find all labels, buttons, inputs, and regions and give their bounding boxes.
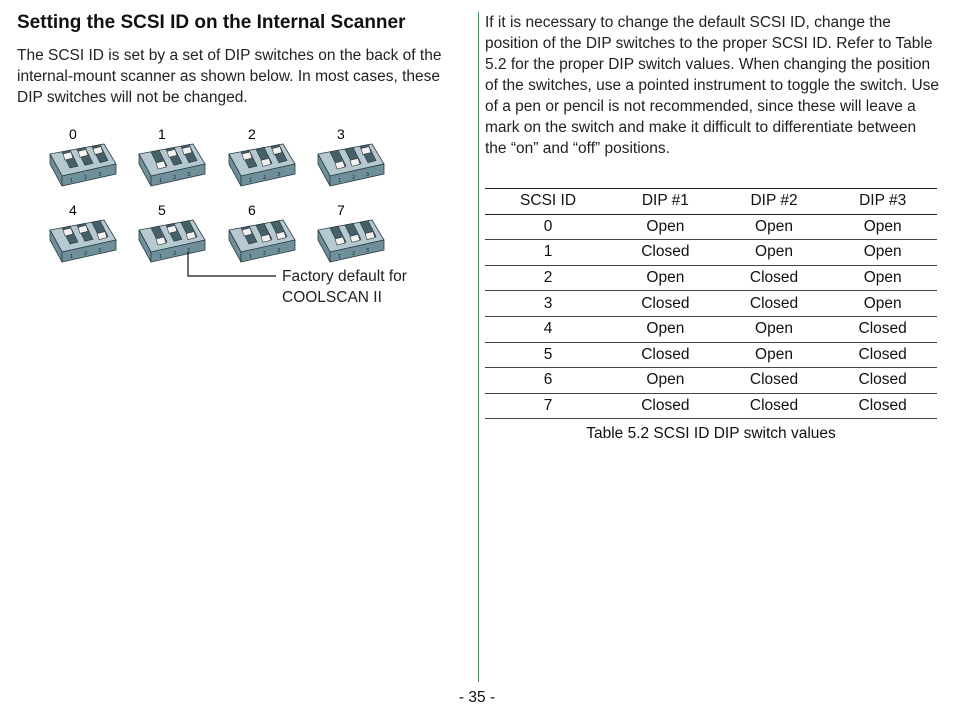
header-dip-3: DIP #3: [828, 189, 937, 215]
cell: Open: [828, 214, 937, 240]
dip-switch-label: 1: [158, 126, 166, 142]
dip-switch-label: 5: [158, 202, 166, 218]
table-header-row: [485, 189, 937, 215]
svg-text:3: 3: [187, 172, 191, 178]
svg-text:3: 3: [277, 172, 281, 178]
table-row: [485, 316, 937, 342]
cell: Closed: [720, 393, 829, 419]
dip-switch-label: 6: [248, 202, 256, 218]
table-caption: Table 5.2 SCSI ID DIP switch values: [586, 425, 836, 442]
section-heading: Setting the SCSI ID on the Internal Scanner: [17, 12, 406, 33]
svg-text:2: 2: [173, 175, 177, 181]
cell: 3: [485, 291, 611, 317]
cell: 7: [485, 393, 611, 419]
cell: 6: [485, 368, 611, 394]
table-row: [485, 368, 937, 394]
svg-text:1: 1: [159, 178, 163, 184]
svg-text:1: 1: [70, 178, 74, 184]
svg-text:2: 2: [352, 251, 356, 257]
header-dip-2: DIP #2: [720, 189, 829, 215]
page-number: - 35 -: [458, 689, 496, 706]
cell: Open: [611, 316, 720, 342]
cell: Closed: [720, 291, 829, 317]
cell: Open: [828, 265, 937, 291]
table-row: [485, 393, 937, 419]
cell: 0: [485, 214, 611, 240]
cell: Closed: [611, 393, 720, 419]
header-scsi-id: SCSI ID: [485, 189, 611, 215]
svg-text:2: 2: [263, 175, 267, 181]
cell: Open: [611, 214, 720, 240]
cell: Open: [720, 316, 829, 342]
cell: 1: [485, 240, 611, 266]
cell: 4: [485, 316, 611, 342]
header-dip-1: DIP #1: [611, 189, 720, 215]
table-row: [485, 342, 937, 368]
svg-text:3: 3: [187, 248, 191, 254]
svg-text:1: 1: [70, 254, 74, 260]
svg-text:1: 1: [249, 254, 253, 260]
cell: 5: [485, 342, 611, 368]
column-divider: [478, 12, 479, 682]
svg-text:2: 2: [352, 175, 356, 181]
cell: Closed: [828, 316, 937, 342]
cell: Open: [611, 368, 720, 394]
cell: Open: [720, 240, 829, 266]
cell: Open: [828, 291, 937, 317]
cell: Closed: [611, 342, 720, 368]
svg-text:3: 3: [277, 248, 281, 254]
cell: Closed: [828, 393, 937, 419]
cell: Closed: [720, 265, 829, 291]
cell: Closed: [611, 291, 720, 317]
svg-text:2: 2: [84, 251, 88, 257]
cell: Open: [720, 214, 829, 240]
cell: Closed: [828, 368, 937, 394]
table-row: [485, 265, 937, 291]
dip-switch-label: 0: [69, 126, 77, 142]
svg-text:2: 2: [173, 251, 177, 257]
svg-text:2: 2: [84, 175, 88, 181]
cell: Open: [611, 265, 720, 291]
table-row: [485, 240, 937, 266]
dip-switch-label: 7: [337, 202, 345, 218]
svg-text:3: 3: [366, 172, 370, 178]
cell: Closed: [828, 342, 937, 368]
svg-text:2: 2: [263, 251, 267, 257]
intro-paragraph: The SCSI ID is set by a set of DIP switches on the back of the internal-mount scanner as shown below. In most cases, these DIP switches will not be changed.: [17, 47, 442, 106]
svg-text:3: 3: [366, 248, 370, 254]
svg-text:3: 3: [98, 248, 102, 254]
cell: 2: [485, 265, 611, 291]
table-row: [485, 214, 937, 240]
dip-switch-label: 2: [248, 126, 256, 142]
svg-text:1: 1: [249, 178, 253, 184]
cell: Open: [720, 342, 829, 368]
table-row: [485, 291, 937, 317]
cell: Closed: [720, 368, 829, 394]
cell: Closed: [611, 240, 720, 266]
factory-default-callout: Factory default for COOLSCAN II: [282, 268, 407, 306]
dip-switch-label: 4: [69, 202, 77, 218]
svg-text:1: 1: [338, 254, 342, 260]
cell: Open: [828, 240, 937, 266]
instructions-paragraph: If it is necessary to change the default SCSI ID, change the position of the DIP switches to the proper SCSI ID. Refer to Table 5.2 for the proper DIP switch values. When changing the position of the switches, use a pointed instrument to toggle the switch. Use of a pen or pencil is not recommended, since these will leave a mark on the switch and make it difficult to differentiate between the “on” and “off” positions.: [485, 14, 940, 157]
dip-switch-table: [485, 188, 937, 419]
dip-switch-label: 3: [337, 126, 345, 142]
svg-text:1: 1: [159, 254, 163, 260]
right-column: [485, 12, 940, 159]
svg-text:1: 1: [338, 178, 342, 184]
svg-text:3: 3: [98, 172, 102, 178]
